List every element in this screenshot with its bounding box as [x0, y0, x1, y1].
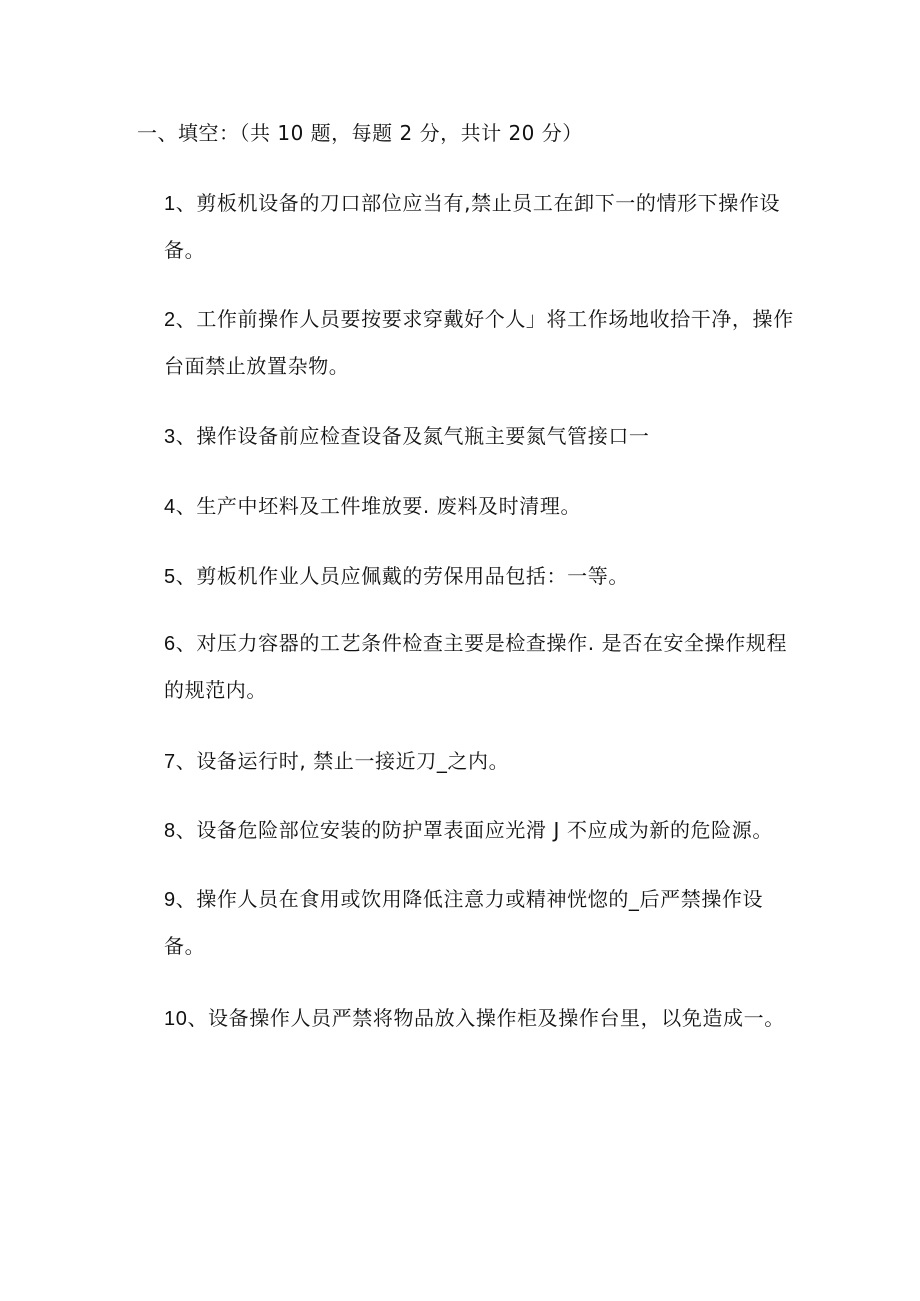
question-number: 6: [164, 633, 176, 655]
question-9: [164, 876, 804, 969]
question-text: 、剪板机作业人员应佩戴的劳保用品包括：一等。: [175, 564, 629, 588]
question-number: 1: [164, 193, 176, 215]
question-10: [164, 995, 804, 1042]
question-3: [164, 413, 804, 460]
question-5: [164, 553, 804, 600]
section-title: 一、填空：（共 10 题，每题 2 分，共计 20 分）: [137, 121, 583, 145]
question-text: 、设备操作人员严禁将物品放入操作柜及操作台里，以免造成一。: [187, 1006, 785, 1030]
question-number: 9: [164, 889, 176, 911]
question-number: 5: [164, 566, 176, 588]
question-number: 10: [164, 1008, 188, 1030]
question-number: 8: [164, 820, 176, 842]
question-text: 、操作设备前应检查设备及氮气瓶主要氮气管接口一: [175, 424, 650, 448]
question-1: [164, 180, 804, 273]
question-8: [164, 807, 804, 854]
question-6: [164, 620, 804, 713]
question-number: 4: [164, 496, 176, 518]
question-number: 7: [164, 751, 176, 773]
question-7: [164, 738, 804, 785]
question-text: 、工作前操作人员要按要求穿戴好个人」将工作场地收拾干净，操作台面禁止放置杂物。: [164, 307, 794, 378]
question-4: [164, 483, 804, 530]
question-text: 、操作人员在食用或饮用降低注意力或精神恍惚的_后严禁操作设备。: [164, 887, 764, 958]
question-number: 2: [164, 309, 176, 331]
question-number: 3: [164, 426, 176, 448]
question-text: 、设备危险部位安装的防护罩表面应光滑 J 不应成为新的危险源。: [175, 818, 773, 842]
question-2: [164, 296, 804, 389]
question-text: 、对压力容器的工艺条件检查主要是检查操作. 是否在安全操作规程的规范内。: [164, 631, 788, 702]
question-text: 、剪板机设备的刀口部位应当有,禁止员工在卸下一的情形下操作设备。: [164, 191, 781, 262]
question-text: 、生产中坯料及工件堆放要. 废料及时清理。: [175, 494, 582, 518]
question-text: 、设备运行时, 禁止一接近刀_之内。: [175, 749, 510, 773]
